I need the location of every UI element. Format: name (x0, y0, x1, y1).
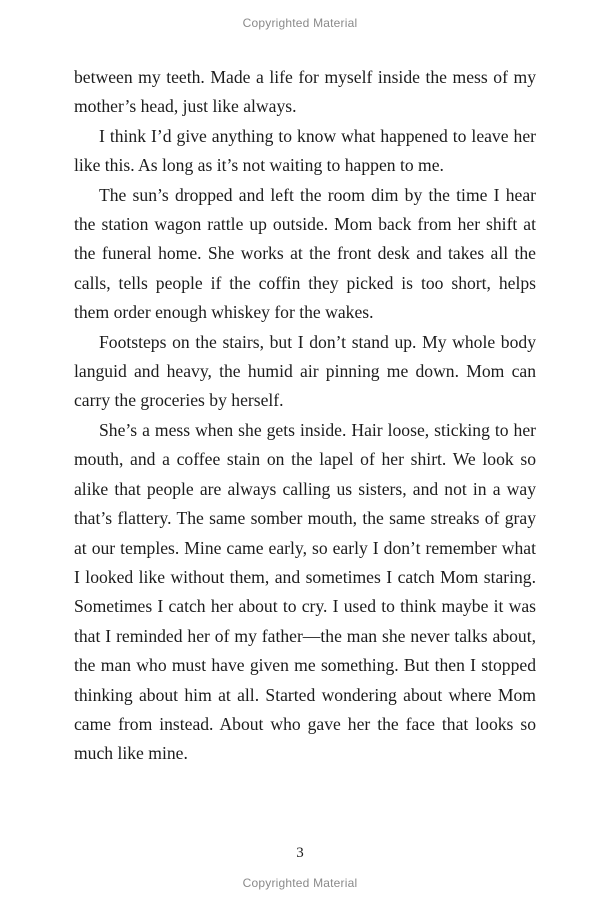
copyright-watermark-top: Copyrighted Material (242, 16, 358, 30)
paragraph-2: I think I’d give anything to know what happened to leave her like this. As long as it’s not waiting to happen to me. (74, 125, 536, 176)
page-number: 3 (296, 845, 304, 861)
copyright-watermark-bottom: Copyrighted Material (242, 876, 358, 890)
paragraph-5: She’s a mess when she gets inside. Hair loose, sticking to her mouth, and a coffee stain on the lapel of her shirt. We look so alike that people are always calling us sisters, and not in a way that’s flattery. The same somber mouth, the same streaks of gray at our temples. Mine came early, so early I don’t remember what I looked like without them, and sometimes I catch Mom staring. Sometimes I catch her about to cry. I used to think maybe it was that I reminded her of my father—the man she never talks about, the man who must have given me something. But then I stopped thinking about him at all. Started wondering about where Mom came from instead. About who gave her the face that looks so much like mine. (74, 419, 536, 764)
paragraph-4: Footsteps on the stairs, but I don’t stand up. My whole body languid and heavy, the humid air pinning me down. Mom can carry the groceries by herself. (74, 331, 536, 411)
paragraph-1: between my teeth. Made a life for myself inside the mess of my mother’s head, just like always. (74, 67, 536, 117)
paragraph-3: The sun’s dropped and left the room dim by the time I hear the station wagon rattle up outside. Mom back from her shift at the funeral home. She works at the front desk and takes all the calls, tells people if the coffin they picked is too short, helps them order enough whiskey for the wakes. (74, 184, 536, 323)
body-text (74, 63, 536, 769)
